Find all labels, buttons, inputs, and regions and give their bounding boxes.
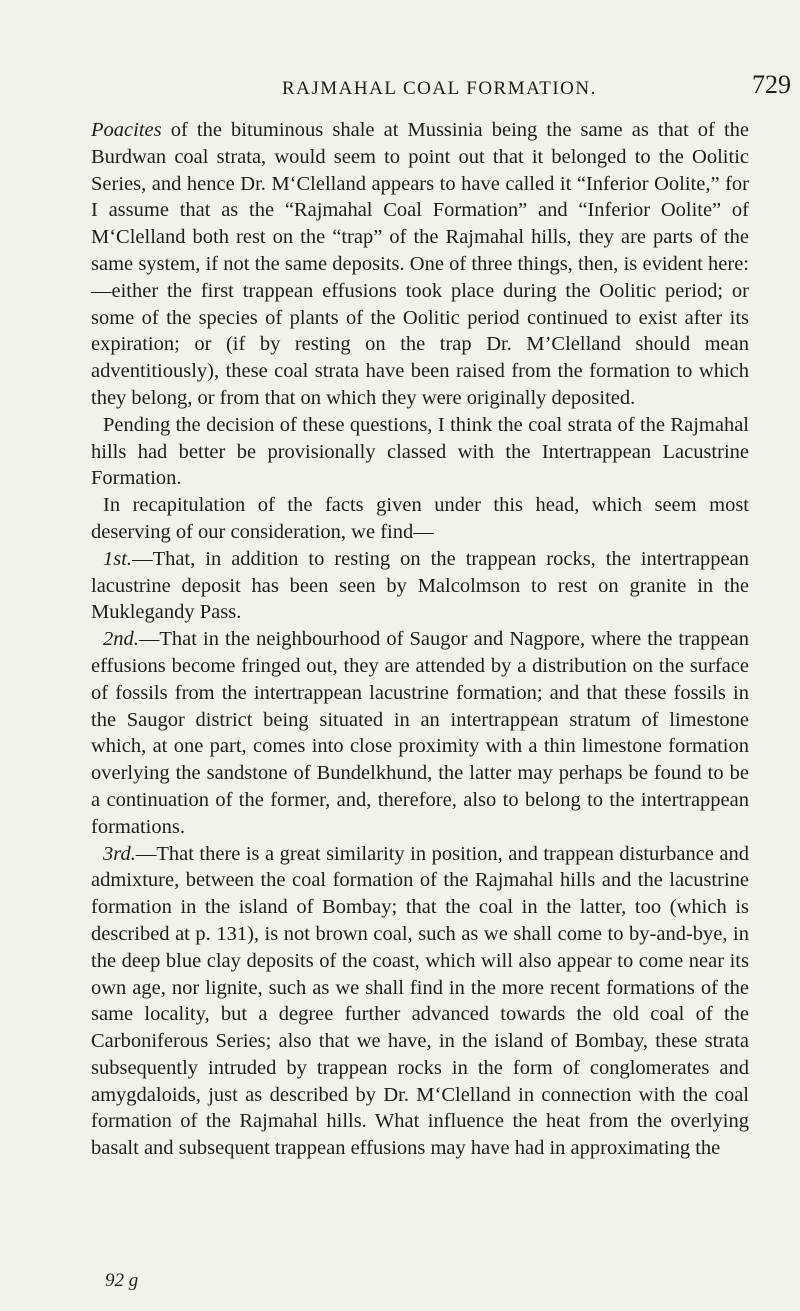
printer-signature: 92 g [105, 1270, 139, 1291]
paragraph-text: —That there is a great similarity in position, and trappean disturbance and admixture, between the coal formation of the Rajmahal hills and the lacustrine formation in the island of Bombay; that the coal in the latter, too (which is described at p. 131), is not brown coal, such as we shall come to by-and-bye, in the deep blue clay deposits of the coast, which will also appear to come near its own age, nor lignite, such as we shall find in the more recent formations of the same locality, but a degree further advanced towards the old coal of the Carboniferous Series; also that we have, in the island of Bombay, these strata subsequently intruded by trappean rocks in the form of conglomerates and amygdaloids, just as described by Dr. M‘Clelland in connection with the coal formation of the Rajmahal hills. What influence the heat from the overlying basalt and subsequent trappean effusions may have had in approximating the [91, 842, 749, 1160]
paragraph-text: —That in the neighbourhood of Saugor and Nagpore, where the trappean effusions become fringed out, they are attended by a distribution on the surface of fossils from the intertrappean lacustrine formation; and that these fossils in the Saugor district being situated in an intertrappean stratum of limestone which, at one part, comes into close proximity with a thin limestone formation overlying the sandstone of Bundelkhund, the latter may perhaps be found to be a continuation of the former, and, therefore, also to belong to the intertrappean formations. [91, 628, 749, 838]
paragraph-text: of the bituminous shale at Mussinia being the same as that of the Burdwan coal strata, would seem to point out that it belonged to the Oolitic Series, and hence Dr. M‘Clelland appears to have called it “Inferior Oolite,” for I assume that as the “Rajmahal Coal Formation” and “Inferior Oolite” of M‘Clelland both rest on the “trap” of the Rajmahal hills, they are parts of the same system, if not the same deposits. One of three things, then, is evident here:—either the first trappean effusions took place during the Oolitic period; or some of the species of plants of the Oolitic period continued to exist after its expiration; or (if by resting on the trap Dr. M’Clelland should mean adventitiously), these coal strata have been raised from the formation to which they belong, or from that on which they were originally deposited. [91, 119, 749, 409]
paragraph-lead: 1st. [103, 547, 133, 570]
body-text [91, 117, 749, 1162]
paragraph-second [91, 626, 749, 840]
running-head: RAJMAHAL COAL FORMATION. [282, 78, 597, 99]
paragraph-first [91, 546, 749, 626]
paragraph-text: Pending the decision of these questions, I think the coal strata of the Rajmahal hills had better be provisionally classed with the Intertrappean Lacustrine Formation. [91, 413, 749, 490]
paragraph-poacites [91, 117, 749, 412]
paragraph-pending [91, 412, 749, 492]
paragraph-third [91, 841, 749, 1163]
page-header [0, 70, 800, 112]
paragraph-text: —That, in addition to resting on the trappean rocks, the intertrappean lacustrine deposit has been seen by Malcolmson to rest on granite in the Muklegandy Pass. [91, 547, 749, 624]
paragraph-lead: 3rd. [103, 842, 136, 865]
paragraph-text: In recapitulation of the facts given under this head, which seem most deserving of our consideration, we find— [91, 494, 749, 543]
paragraph-recapitulation [91, 492, 749, 546]
paragraph-lead: 2nd. [103, 628, 139, 651]
page-number: 729 [752, 70, 791, 99]
paragraph-lead: Poacites [91, 119, 162, 141]
